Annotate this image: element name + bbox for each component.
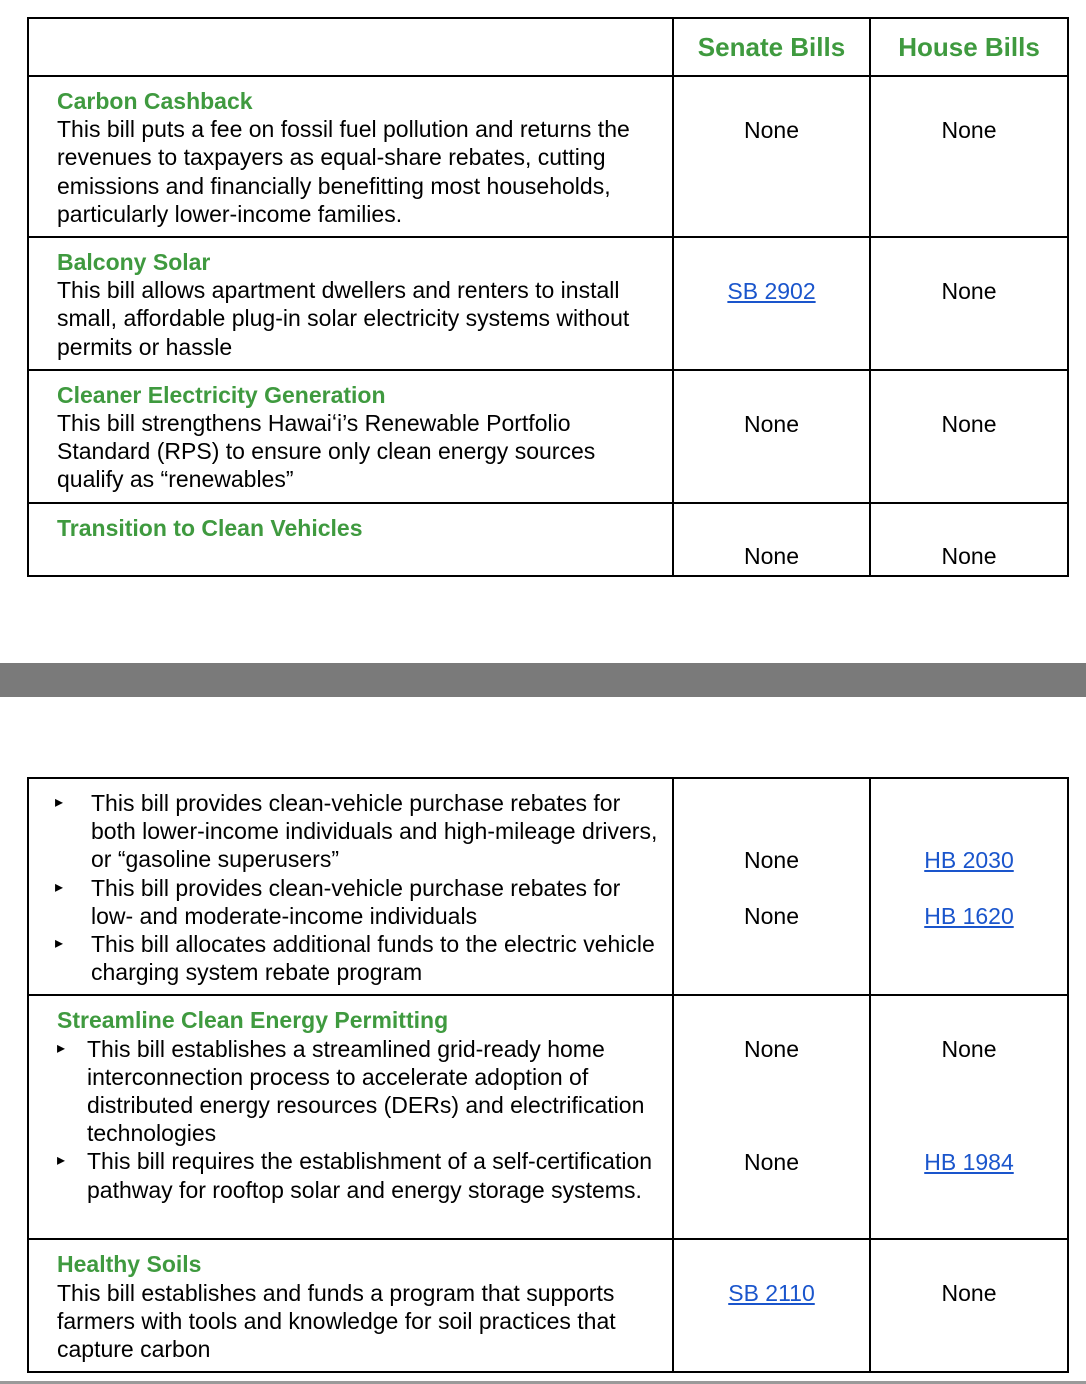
policy-description: This bill puts a fee on fossil fuel pollution and returns the revenues to taxpayers as equal-share rebates, cutting emissions and financially benefitting most households, particularly lower-income families. — [57, 116, 630, 227]
table-row — [28, 503, 1068, 576]
policy-cell — [28, 370, 673, 503]
policy-title: Transition to Clean Vehicles — [57, 514, 363, 541]
senate-bill-value: None — [744, 1149, 799, 1176]
list-item: ▸ This bill provides clean-vehicle purchase rebates for low- and moderate-income individuals — [55, 874, 664, 930]
house-bill-cell — [870, 237, 1068, 370]
bills-table-top — [27, 17, 1069, 577]
policy-title: Cleaner Electricity Generation — [57, 381, 386, 408]
senate-bill-value: None — [744, 410, 799, 437]
page-break-divider — [0, 663, 1086, 697]
senate-bill-value: None — [744, 117, 799, 143]
senate-bill-cell — [673, 995, 870, 1239]
house-bill-value: None — [941, 543, 997, 570]
bullet-list — [55, 789, 664, 986]
senate-bill-cell — [673, 503, 870, 576]
header-empty-cell — [28, 18, 673, 76]
policy-cell — [28, 778, 673, 995]
senate-bill-value: None — [744, 543, 799, 570]
house-bill-link-hb2030[interactable]: HB 2030 — [924, 847, 1014, 873]
policy-cell — [28, 995, 673, 1239]
house-bill-value: None — [941, 278, 997, 305]
table-row — [28, 995, 1068, 1239]
table-row — [28, 1239, 1068, 1372]
senate-bill-cell — [673, 76, 870, 237]
senate-bill-cell — [673, 370, 870, 503]
table-header-row — [28, 18, 1068, 76]
policy-description: This bill strengthens Hawaiʻi’s Renewable Portfolio Standard (RPS) to ensure only clean energy sources qualify as “renewables” — [57, 410, 596, 493]
senate-bill-cell — [673, 778, 870, 995]
policy-title: Streamline Clean Energy Permitting — [57, 1007, 449, 1034]
bullet-list — [57, 1035, 664, 1204]
table-row — [28, 778, 1068, 995]
senate-bill-cell — [673, 237, 870, 370]
senate-bill-link-sb2110[interactable]: SB 2110 — [728, 1280, 815, 1307]
house-bill-link-hb1984[interactable]: HB 1984 — [924, 1149, 1014, 1176]
policy-title: Healthy Soils — [57, 1251, 202, 1278]
policy-cell — [28, 503, 673, 576]
policy-title: Carbon Cashback — [57, 88, 253, 114]
list-item: ▸ This bill establishes a streamlined grid-ready home interconnection process to accelerate adoption of distributed energy resources (DERs) and electrification technologies — [57, 1035, 664, 1148]
senate-bill-value: None — [744, 903, 799, 929]
bills-table-bottom — [27, 777, 1069, 1373]
policy-title: Balcony Solar — [57, 249, 211, 276]
policy-description: This bill establishes and funds a program that supports farmers with tools and knowledge for soil practices that capture carbon — [57, 1279, 616, 1363]
table-row — [28, 237, 1068, 370]
house-bill-cell — [870, 370, 1068, 503]
senate-bill-link-sb2902[interactable]: SB 2902 — [727, 278, 816, 305]
house-bill-value: None — [941, 1280, 997, 1307]
policy-cell — [28, 1239, 673, 1372]
header-house-bills: House Bills — [870, 18, 1068, 76]
house-bill-value: None — [941, 1036, 997, 1063]
table-row — [28, 76, 1068, 237]
house-bill-cell — [870, 1239, 1068, 1372]
policy-cell — [28, 237, 673, 370]
house-bill-cell — [870, 76, 1068, 237]
house-bill-link-hb1620[interactable]: HB 1620 — [924, 903, 1014, 929]
header-senate-bills: Senate Bills — [673, 18, 870, 76]
senate-bill-cell — [673, 1239, 870, 1372]
senate-bill-value: None — [744, 847, 799, 873]
table-row — [28, 370, 1068, 503]
house-bill-value: None — [941, 410, 997, 437]
house-bill-cell — [870, 503, 1068, 576]
house-bill-cell — [870, 778, 1068, 995]
house-bill-cell — [870, 995, 1068, 1239]
policy-description: This bill allows apartment dwellers and renters to install small, affordable plug-in solar electricity systems without permits or hassle — [57, 277, 630, 360]
house-bill-value: None — [941, 117, 997, 143]
list-item: ▸ This bill requires the establishment of a self-certification pathway for rooftop solar and energy storage systems. — [57, 1147, 664, 1203]
senate-bill-value: None — [744, 1036, 799, 1063]
list-item: ▸ This bill provides clean-vehicle purchase rebates for both lower-income individuals and high-mileage drivers, or “gasoline superusers” — [55, 789, 664, 874]
policy-cell — [28, 76, 673, 237]
list-item: ▸ This bill allocates additional funds to the electric vehicle charging system rebate program — [55, 930, 664, 986]
